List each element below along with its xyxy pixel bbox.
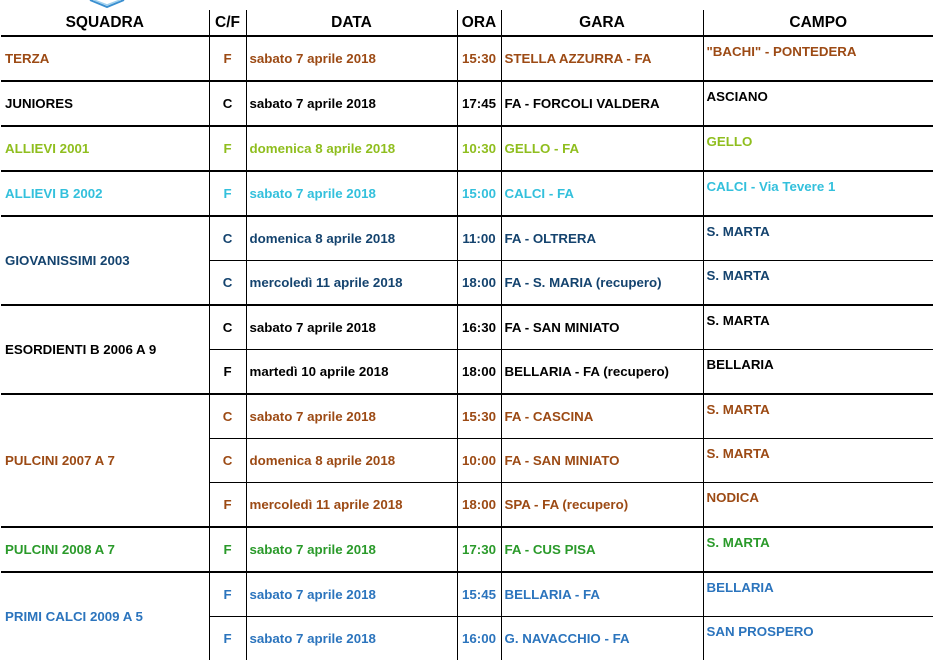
cell-cf: F [209, 572, 246, 617]
table-row [1, 572, 933, 617]
header-gara: GARA [501, 10, 703, 36]
cell-data: domenica 8 aprile 2018 [246, 216, 457, 261]
cell-data: martedì 10 aprile 2018 [246, 350, 457, 395]
table-row [1, 216, 933, 261]
cell-data: sabato 7 aprile 2018 [246, 305, 457, 350]
cell-data: sabato 7 aprile 2018 [246, 394, 457, 439]
cell-data: mercoledì 11 aprile 2018 [246, 483, 457, 528]
cell-gara: FA - SAN MINIATO [501, 305, 703, 350]
cell-ora: 18:00 [457, 350, 501, 395]
cell-data: domenica 8 aprile 2018 [246, 126, 457, 171]
cell-gara: BELLARIA - FA (recupero) [501, 350, 703, 395]
cell-campo: S. MARTA [703, 305, 933, 350]
cell-cf: F [209, 126, 246, 171]
header-data: DATA [246, 10, 457, 36]
cell-gara: CALCI - FA [501, 171, 703, 216]
cell-gara: G. NAVACCHIO - FA [501, 617, 703, 660]
cell-gara: SPA - FA (recupero) [501, 483, 703, 528]
team-name: PULCINI 2007 A 7 [1, 394, 209, 527]
cell-ora: 16:00 [457, 617, 501, 660]
cell-gara: FA - SAN MINIATO [501, 439, 703, 483]
cell-campo: BELLARIA [703, 350, 933, 395]
cell-data: sabato 7 aprile 2018 [246, 81, 457, 126]
cell-cf: C [209, 261, 246, 306]
cell-campo: S. MARTA [703, 394, 933, 439]
cell-campo: "BACHI" - PONTEDERA [703, 36, 933, 81]
cell-cf: C [209, 439, 246, 483]
team-name: ALLIEVI B 2002 [1, 171, 209, 216]
cell-ora: 18:00 [457, 261, 501, 306]
table-row [1, 305, 933, 350]
cell-ora: 17:45 [457, 81, 501, 126]
cell-gara: GELLO - FA [501, 126, 703, 171]
cell-ora: 15:30 [457, 394, 501, 439]
table-row [1, 36, 933, 81]
table-row [1, 394, 933, 439]
cell-data: sabato 7 aprile 2018 [246, 617, 457, 660]
cell-data: sabato 7 aprile 2018 [246, 171, 457, 216]
cell-cf: F [209, 527, 246, 572]
cell-ora: 17:30 [457, 527, 501, 572]
cell-campo: S. MARTA [703, 527, 933, 572]
cell-data: sabato 7 aprile 2018 [246, 572, 457, 617]
cell-gara: FA - FORCOLI VALDERA [501, 81, 703, 126]
team-name: JUNIORES [1, 81, 209, 126]
cell-campo: ASCIANO [703, 81, 933, 126]
cell-data: sabato 7 aprile 2018 [246, 36, 457, 81]
cell-cf: F [209, 617, 246, 660]
cell-cf: F [209, 171, 246, 216]
cell-cf: C [209, 81, 246, 126]
team-name: GIOVANISSIMI 2003 [1, 216, 209, 305]
cell-ora: 15:45 [457, 572, 501, 617]
table-row [1, 81, 933, 126]
cell-gara: FA - S. MARIA (recupero) [501, 261, 703, 306]
cell-ora: 11:00 [457, 216, 501, 261]
cell-campo: SAN PROSPERO [703, 617, 933, 660]
cell-ora: 10:00 [457, 439, 501, 483]
club-logo-fragment-icon [88, 0, 126, 8]
cell-cf: C [209, 394, 246, 439]
cell-ora: 15:00 [457, 171, 501, 216]
cell-data: sabato 7 aprile 2018 [246, 527, 457, 572]
team-name: TERZA [1, 36, 209, 81]
cell-gara: BELLARIA - FA [501, 572, 703, 617]
schedule-body [1, 36, 933, 660]
cell-campo: S. MARTA [703, 439, 933, 483]
cell-ora: 18:00 [457, 483, 501, 528]
cell-cf: C [209, 305, 246, 350]
team-name: ESORDIENTI B 2006 A 9 [1, 305, 209, 394]
header-cf: C/F [209, 10, 246, 36]
team-name: PULCINI 2008 A 7 [1, 527, 209, 572]
cell-cf: F [209, 483, 246, 528]
header-row [1, 10, 933, 36]
cell-cf: F [209, 350, 246, 395]
team-name: ALLIEVI 2001 [1, 126, 209, 171]
cell-campo: CALCI - Via Tevere 1 [703, 171, 933, 216]
cell-data: mercoledì 11 aprile 2018 [246, 261, 457, 306]
cell-data: domenica 8 aprile 2018 [246, 439, 457, 483]
cell-campo: NODICA [703, 483, 933, 528]
cell-ora: 10:30 [457, 126, 501, 171]
header-squadra: SQUADRA [1, 10, 209, 36]
cell-gara: FA - CUS PISA [501, 527, 703, 572]
cell-campo: S. MARTA [703, 261, 933, 306]
cell-gara: STELLA AZZURRA - FA [501, 36, 703, 81]
header-ora: ORA [457, 10, 501, 36]
cell-gara: FA - OLTRERA [501, 216, 703, 261]
cell-campo: BELLARIA [703, 572, 933, 617]
team-name: PRIMI CALCI 2009 A 5 [1, 572, 209, 660]
cell-ora: 16:30 [457, 305, 501, 350]
cell-campo: GELLO [703, 126, 933, 171]
cell-campo: S. MARTA [703, 216, 933, 261]
cell-cf: F [209, 36, 246, 81]
cell-gara: FA - CASCINA [501, 394, 703, 439]
cell-cf: C [209, 216, 246, 261]
schedule-table [1, 10, 933, 660]
cell-ora: 15:30 [457, 36, 501, 81]
header-campo: CAMPO [703, 10, 933, 36]
table-row [1, 126, 933, 171]
table-row [1, 171, 933, 216]
table-row [1, 527, 933, 572]
